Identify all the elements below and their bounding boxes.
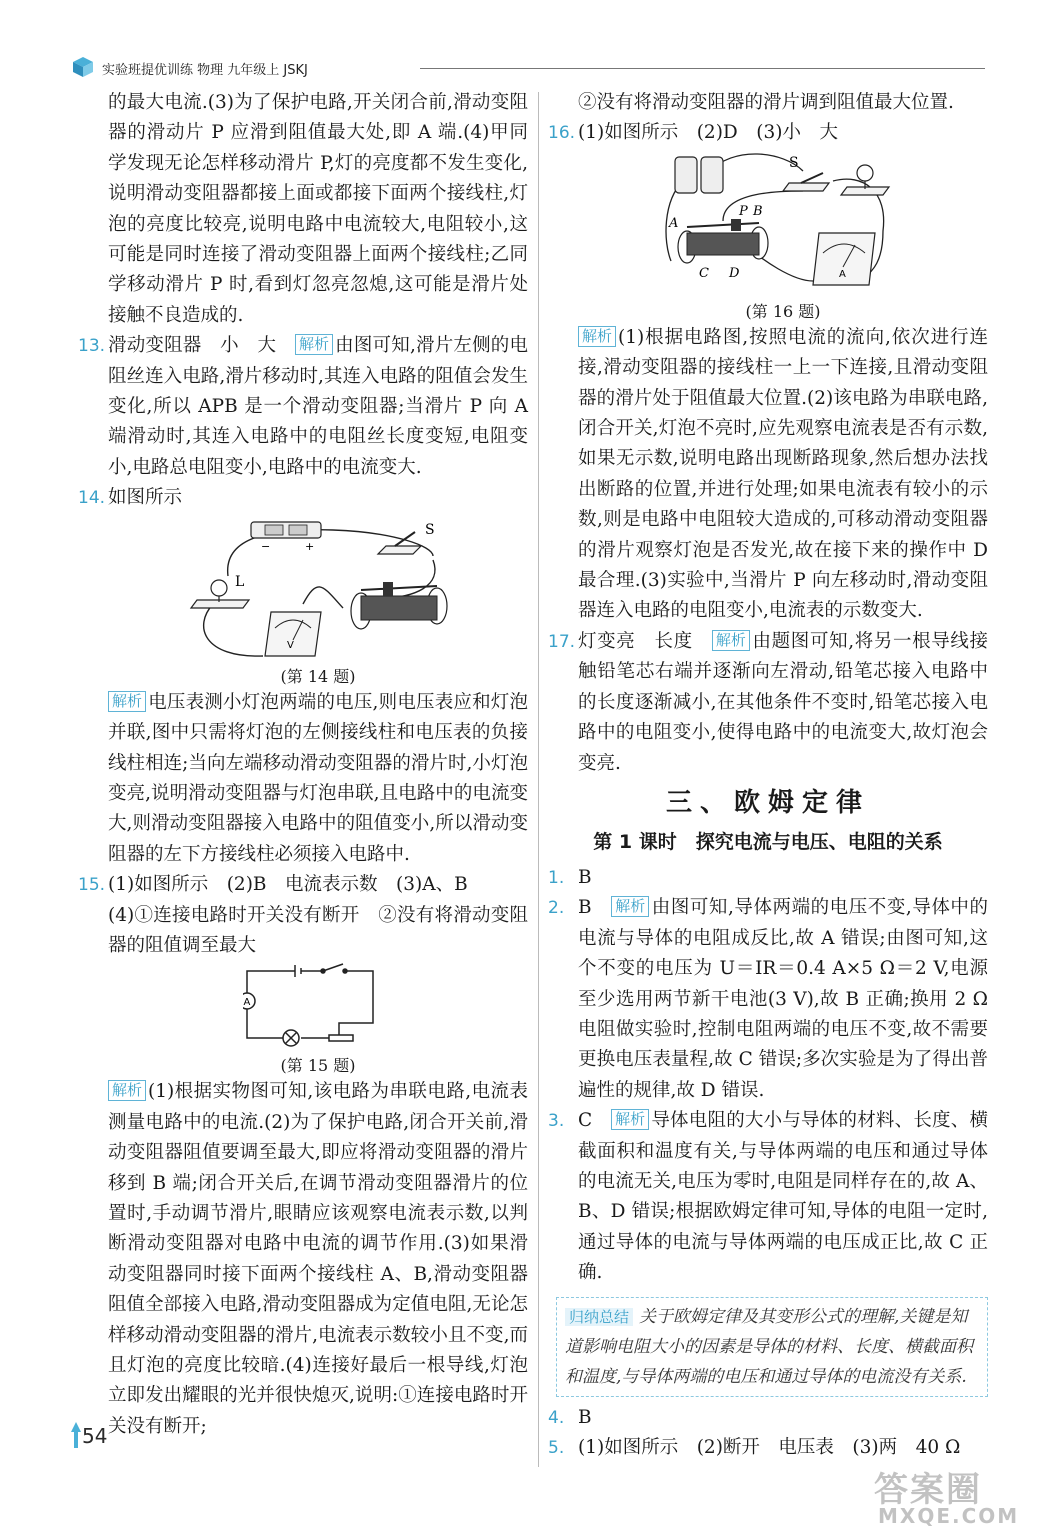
switch-label: S (789, 154, 799, 171)
question-number: 1. (548, 867, 565, 888)
answer-5 (548, 1433, 988, 1463)
switch-label: S (425, 521, 435, 538)
section-title: 三、欧姆定律 (665, 787, 870, 818)
page-number-value: 54 (82, 1424, 108, 1448)
terminal-b-label: B (753, 203, 763, 219)
answer-2 (548, 893, 988, 1106)
answer-line-2: (4)①连接电路时开关没有断开 ②没有将滑动变阻器的阻值调至最大 (108, 904, 528, 956)
question-15 (78, 870, 528, 1442)
terminal-a-label: A (669, 215, 679, 231)
answer-text (578, 893, 988, 1106)
lamp-label: L (235, 573, 245, 590)
continued-text: ②没有将滑动变阻器的滑片调到阻值最大位置. (578, 92, 954, 113)
analysis-text: (1)根据实物图可知,该电路为串联电路,电流表测量电路中的电流.(2)为了保护电路,闭合开关前,滑动变阻器阻值要调至最大,即应将滑动变阻器的滑片移到 B 端;闭合开关后,在调节滑动变阻器滑片的位置时,手动调节滑片,眼睛应该观察电流表示数,以判断滑动变阻器对电路中电流的调节作用.(3)如果滑动变阻器同时接下面两个接线柱 A、B,滑动变阻器阻值全部接入电路,滑动变阻器成为定值电阻,无论怎样移动滑动变阻器的滑片,电流表示数较小且不变,而且灯泡的亮度比较暗.(4)连接好最后一根导线,灯泡立即发出耀眼的光并很快熄灭,说明:①连接电路时开关没有断开; (108, 1081, 528, 1437)
circuit-figure-14 (183, 516, 453, 666)
question-number: 4. (548, 1407, 565, 1428)
question-number: 14. (78, 488, 106, 509)
analysis-block (108, 1077, 528, 1442)
answer: (1)如图所示 (2)D (3)小 大 (578, 122, 838, 144)
answer: B (578, 897, 612, 919)
analysis-text: 由图可知,导体两端的电压不变,导体中的电流与导体的电阻成反比,故 A 错误;由图可知,这个不变的电压为 U＝IR＝0.4 A×5 Ω＝2 V,电源至少选用两节新干电池(3 V),故 B 正确;换用 2 Ω 电阻做实验时,控制电阻两端的电压不变,故不需要更换电压表量程,故 C 错误;多次实验是为了得出普遍性的规律,故 D 错误. (578, 897, 988, 1101)
question-14 (78, 483, 528, 870)
summary-text: 关于欧姆定律及其变形公式的理解,关键是知道影响电阻大小的因素是导体的材料、长度、横截面积和温度,与导体两端的电压和通过导体的电流没有关系. (565, 1306, 973, 1387)
question-number: 3. (548, 1111, 565, 1132)
summary-box (556, 1297, 988, 1397)
arrow-up-icon (70, 1420, 82, 1450)
analysis-text: 由题图可知,将另一根导线接触铅笔芯右端并逐渐向左滑动,铅笔芯接入电路中的长度逐渐减小,在其他条件不变时,铅笔芯接入电路中的电阻变小,使得电路中的电流变大,故灯泡会变亮. (578, 630, 988, 774)
answer: B (578, 1406, 592, 1428)
question-13 (78, 331, 528, 483)
page-number (70, 1418, 118, 1454)
analysis-tag: 解析 (611, 1109, 649, 1130)
answer-1 (548, 863, 988, 893)
answer: B (578, 866, 592, 888)
figure-caption: (第 16 题) (745, 301, 821, 321)
book-logo-icon (70, 54, 96, 80)
summary-label: 归纳总结 (565, 1308, 633, 1326)
figure-caption: (第 15 题) (280, 1056, 356, 1076)
analysis-block (108, 688, 528, 870)
lesson-title: 第 1 课时 探究电流与电压、电阻的关系 (593, 830, 943, 853)
analysis-tag: 解析 (295, 334, 333, 355)
terminal-c-label: C (699, 265, 709, 281)
question-number: 5. (548, 1438, 565, 1458)
answer-text (578, 627, 988, 779)
left-column (78, 88, 528, 1442)
column-divider (538, 92, 539, 1467)
header-rule (420, 68, 985, 69)
minus-label: − (261, 539, 271, 553)
header-title: 实验班提优训练 物理 九年级上 JSKJ (102, 63, 308, 78)
page-header (70, 52, 985, 82)
analysis-tag: 解析 (712, 630, 750, 651)
answer-4 (548, 1403, 988, 1433)
answer: (1)如图所示 (2)断开 电压表 (3)两 40 Ω (578, 1437, 961, 1458)
analysis-text: 电压表测小灯泡两端的电压,则电压表应和灯泡并联,图中只需将灯泡的左侧接线柱和电压表的负接线柱相连;当向左端移动滑动变阻器的滑片时,小灯泡变亮,说明滑动变阻器与灯泡串联,且电路中的电流变大,则滑动变阻器接入电路中的阻值变小,所以滑动变阻器的左下方接线柱必须接入电路中. (108, 691, 528, 865)
figure-caption: (第 14 题) (280, 666, 356, 686)
analysis-tag: 解析 (578, 326, 616, 347)
watermark (868, 1462, 1018, 1528)
question-number: 15. (78, 875, 106, 896)
answer: C (578, 1110, 612, 1132)
question-number: 2. (548, 898, 565, 919)
terminal-d-label: D (729, 265, 740, 281)
question-16 (548, 118, 988, 626)
continued-text: 的最大电流.(3)为了保护电路,开关闭合前,滑动变阻器的滑动片 P 应滑到阻值最大处,即 A 端.(4)甲同学发现无论怎样移动滑片 P,灯的亮度都不发生变化,说明滑动变阻器都接上面或都接下面两个接线柱,灯泡的亮度比较亮,说明电路中电流较大,电阻较小,这可能是同时连接了滑动变阻器上面两个接线柱;乙同学移动滑片 P 时,看到灯忽亮忽熄,这可能是滑片处接触不良造成的. (108, 92, 528, 326)
answer: 如图所示 (108, 487, 183, 509)
question-number: 16. (548, 123, 576, 144)
answer: 滑动变阻器 小 大 (108, 335, 295, 357)
question-number: 17. (548, 631, 576, 652)
ammeter-label: A (839, 268, 846, 280)
answer-text (578, 1106, 988, 1288)
answer-line-1: (1)如图所示 (2)B 电流表示数 (3)A、B (108, 874, 468, 896)
question-number: 13. (78, 336, 106, 357)
plus-label: + (305, 539, 315, 553)
answer: 灯变亮 长度 (578, 630, 712, 652)
analysis-tag: 解析 (108, 1080, 146, 1101)
analysis-block (578, 323, 988, 627)
voltmeter-label: V (287, 639, 294, 651)
watermark-line-1: 答案圈 (874, 1470, 982, 1510)
ammeter-label: A (243, 997, 251, 1009)
question-17 (548, 627, 988, 779)
watermark-line-2: MXQE.COM (878, 1504, 1020, 1528)
terminal-p-label: P (739, 203, 748, 219)
answer-3 (548, 1106, 988, 1288)
right-column (548, 88, 988, 1463)
analysis-text: (1)根据电路图,按照电流的流向,依次进行连接,滑动变阻器的接线柱一上一下连接,且滑动变阻器的滑片处于阻值最大位置.(2)该电路为串联电路,闭合开关,灯泡不亮时,应先观察电流表是否有示数,如果无示数,说明电路出现断路现象,然后想办法找出断路的位置,并进行处理;如果电流表有较小的示数,则是电路中电阻较大造成的,可移动滑动变阻器的滑片观察灯泡是否发光,故在接下来的操作中 D 最合理.(3)实验中,当滑片 P 向左移动时,滑动变阻器连入电路的电阻变小,电流表的示数变大. (578, 326, 988, 622)
analysis-tag: 解析 (611, 896, 649, 917)
analysis-tag: 解析 (108, 691, 146, 712)
analysis-text: 导体电阻的大小与导体的材料、长度、横截面积和温度有关,与导体两端的电压和通过导体的电流无关,电压为零时,电阻是同样存在的,故 A、B、D 错误;根据欧姆定律可知,导体的电阻一定时,通过导体的电流与导体两端的电压成正比,故 C 正确. (578, 1110, 988, 1284)
analysis-text: 由图可知,滑片左侧的电阻丝连入电路,滑片移动时,其连入电路的阻值会发生变化,所以 APB 是一个滑动变阻器;当滑片 P 向 A 端滑动时,其连入电路中的电阻丝长度变短,电阻变小,电路总电阻变小,电路中的电流变大. (108, 335, 528, 478)
circuit-diagram-15 (243, 963, 393, 1055)
circuit-figure-16 (663, 151, 903, 301)
answer-text (108, 331, 528, 483)
